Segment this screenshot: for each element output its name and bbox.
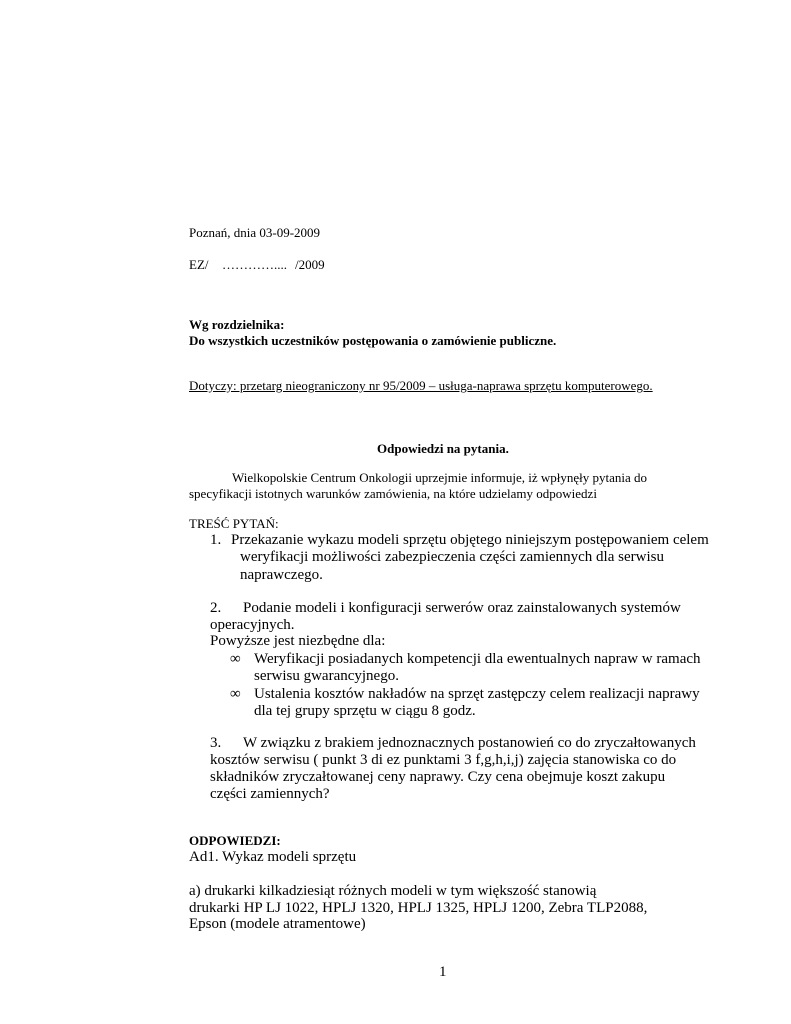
reference-dots: …………....: [222, 257, 287, 272]
intro-line-2: specyfikacji istotnych warunków zamówienia, na które udzielamy odpowiedzi: [189, 486, 597, 501]
question-2-number: 2.: [210, 600, 222, 616]
question-2-needed-for: Powyższe jest niezbędne dla:: [210, 633, 386, 649]
question-3-number: 3.: [210, 735, 222, 751]
question-1-number: 1.: [210, 532, 222, 548]
intro-line-1: Wielkopolskie Centrum Onkologii uprzejmie informuje, iż wpłynęły pytania do: [232, 470, 648, 485]
question-2-line-2: operacyjnych.: [210, 617, 295, 633]
subject-line: Dotyczy: przetarg nieograniczony nr 95/2009 – usługa-naprawa sprzętu komputerowego.: [189, 378, 653, 393]
question-1-line-1: Przekazanie wykazu modeli sprzętu objętego niniejszym postępowaniem celem: [231, 532, 709, 548]
question-3-line-3: składników zryczałtowanej ceny naprawy. Czy cena obejmuje koszt zakupu: [210, 769, 666, 785]
answers-heading: ODPOWIEDZI:: [189, 833, 281, 848]
answer-a-line-2: drukarki HP LJ 1022, HPLJ 1320, HPLJ 1325, HPLJ 1200, Zebra TLP2088,: [189, 900, 648, 916]
reference-prefix: EZ/: [189, 257, 209, 272]
document-title: Odpowiedzi na pytania.: [377, 441, 509, 456]
questions-heading: TREŚĆ PYTAŃ:: [189, 516, 279, 531]
answer-ad1: Ad1. Wykaz modeli sprzętu: [189, 849, 357, 865]
answer-a-line-3: Epson (modele atramentowe): [189, 916, 366, 932]
answer-a-line-1: a) drukarki kilkadziesiąt różnych modeli w tym większość stanowią: [189, 883, 597, 899]
question-1-line-2: weryfikacji możliwości zabezpieczenia części zamiennych dla serwisu: [240, 549, 664, 565]
addressee-line-2: Do wszystkich uczestników postępowania o zamówienie publiczne.: [189, 333, 557, 348]
reference-year: /2009: [295, 257, 325, 272]
question-3-line-1: W związku z brakiem jednoznacznych postanowień co do zryczałtowanych: [243, 735, 696, 751]
bullet-2-line-2: dla tej grupy sprzętu w ciągu 8 godz.: [254, 703, 476, 719]
question-3-line-2: kosztów serwisu ( punkt 3 di ez punktami 3 f,g,h,i,j) zajęcia stanowiska co do: [210, 752, 677, 768]
bullet-1-line-1: Weryfikacji posiadanych kompetencji dla ewentualnych napraw w ramach: [254, 651, 701, 667]
bullet-infinity-icon: ∞: [230, 686, 241, 702]
bullet-infinity-icon: ∞: [230, 651, 241, 667]
place-date: Poznań, dnia 03-09-2009: [189, 225, 321, 240]
question-3-line-4: części zamiennych?: [210, 786, 330, 802]
page-number: 1: [439, 964, 447, 980]
question-2-line-1: Podanie modeli i konfiguracji serwerów oraz zainstalowanych systemów: [243, 600, 681, 616]
bullet-2-line-1: Ustalenia kosztów nakładów na sprzęt zastępczy celem realizacji naprawy: [254, 686, 700, 702]
bullet-1-line-2: serwisu gwarancyjnego.: [254, 668, 399, 684]
question-1-line-3: naprawczego.: [240, 567, 323, 583]
addressee-line-1: Wg rozdzielnika:: [189, 317, 285, 332]
